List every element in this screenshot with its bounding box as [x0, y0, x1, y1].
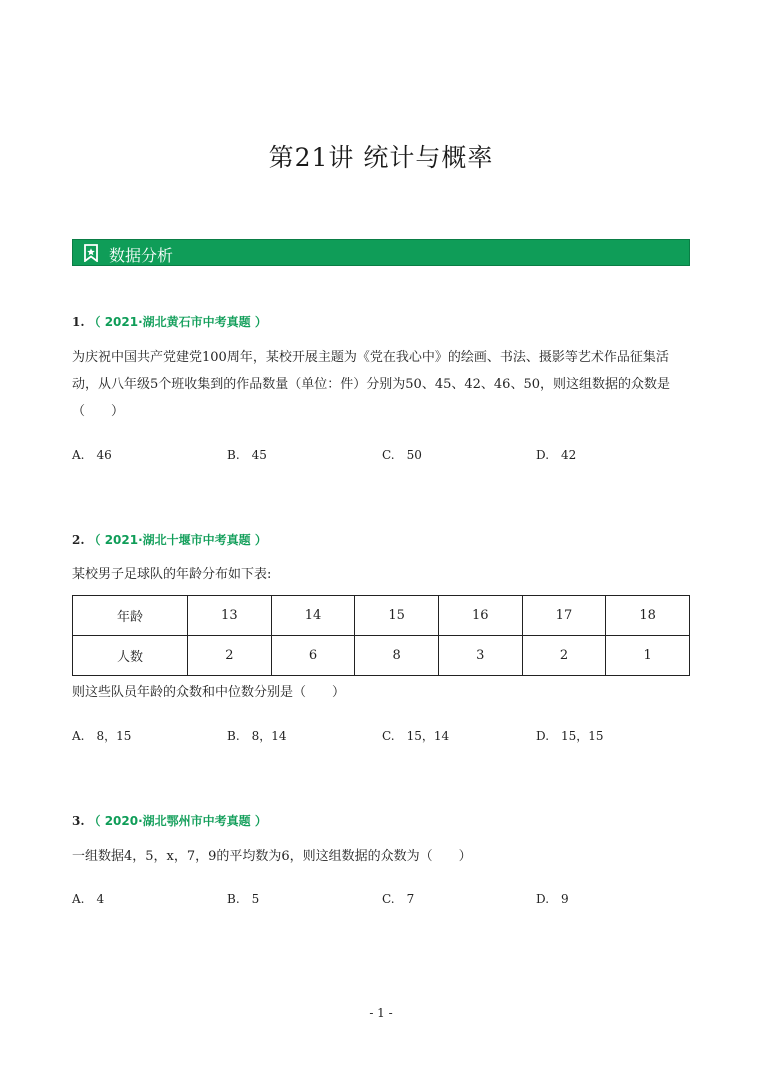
question-3-header: [72, 812, 267, 829]
option-a: A. 4: [72, 892, 105, 906]
table-cell: 1: [606, 636, 690, 676]
table-cell: 15: [355, 596, 439, 636]
table-header-cell: 人数: [73, 636, 188, 676]
option-d: D. 9: [536, 892, 569, 906]
table-cell: 16: [438, 596, 522, 636]
option-b: B. 45: [227, 448, 267, 462]
table-header-cell: 年龄: [73, 596, 188, 636]
age-distribution-table: [72, 595, 690, 676]
question-number: 2.: [72, 533, 85, 547]
option-b: B. 8，14: [227, 729, 287, 743]
table-row: [73, 636, 690, 676]
table-cell: 3: [438, 636, 522, 676]
question-text-line: 为庆祝中国共产党建党100周年，某校开展主题为《党在我心中》的绘画、书法、摄影等艺术作品征集活: [72, 350, 669, 365]
question-source: （ 2021·湖北黄石市中考真题 ）: [88, 315, 267, 329]
table-cell: 8: [355, 636, 439, 676]
table-cell: 17: [522, 596, 606, 636]
option-c: C. 15，14: [382, 729, 450, 743]
question-text-line: （ ）: [72, 404, 125, 419]
question-text-line: 动，从八年级5个班收集到的作品数量（单位：件）分别为50、45、42、46、50，则这组数据的众数是: [72, 377, 670, 392]
bookmark-star-icon: [82, 244, 100, 262]
option-c: C. 50: [382, 448, 422, 462]
section-header: [72, 239, 690, 266]
option-d: D. 42: [536, 448, 577, 462]
question-1-header: [72, 313, 267, 330]
question-source: （ 2020·湖北鄂州市中考真题 ）: [88, 814, 267, 828]
table-cell: 18: [606, 596, 690, 636]
option-b: B. 5: [227, 892, 260, 906]
table-cell: 14: [271, 596, 355, 636]
page-title: 第21讲 统计与概率: [268, 143, 494, 172]
question-source: （ 2021·湖北十堰市中考真题 ）: [88, 533, 267, 547]
option-a: A. 8，15: [72, 729, 132, 743]
section-title: 数据分析: [109, 246, 174, 265]
question-number: 3.: [72, 814, 85, 828]
option-d: D. 15，15: [536, 729, 604, 743]
table-cell: 6: [271, 636, 355, 676]
table-cell: 2: [188, 636, 272, 676]
question-2-intro: 某校男子足球队的年龄分布如下表:: [72, 567, 272, 582]
option-c: C. 7: [382, 892, 415, 906]
page-number: - 1 -: [369, 1006, 393, 1020]
table-cell: 13: [188, 596, 272, 636]
question-3-text: 一组数据4，5，x，7，9的平均数为6，则这组数据的众数为（ ）: [72, 849, 472, 864]
question-1-text: [72, 344, 670, 425]
question-2-text: 则这些队员年龄的众数和中位数分别是（ ）: [72, 685, 346, 700]
table-cell: 2: [522, 636, 606, 676]
question-2-header: [72, 531, 267, 548]
table-row: [73, 596, 690, 636]
option-a: A. 46: [72, 448, 112, 462]
question-number: 1.: [72, 315, 85, 329]
